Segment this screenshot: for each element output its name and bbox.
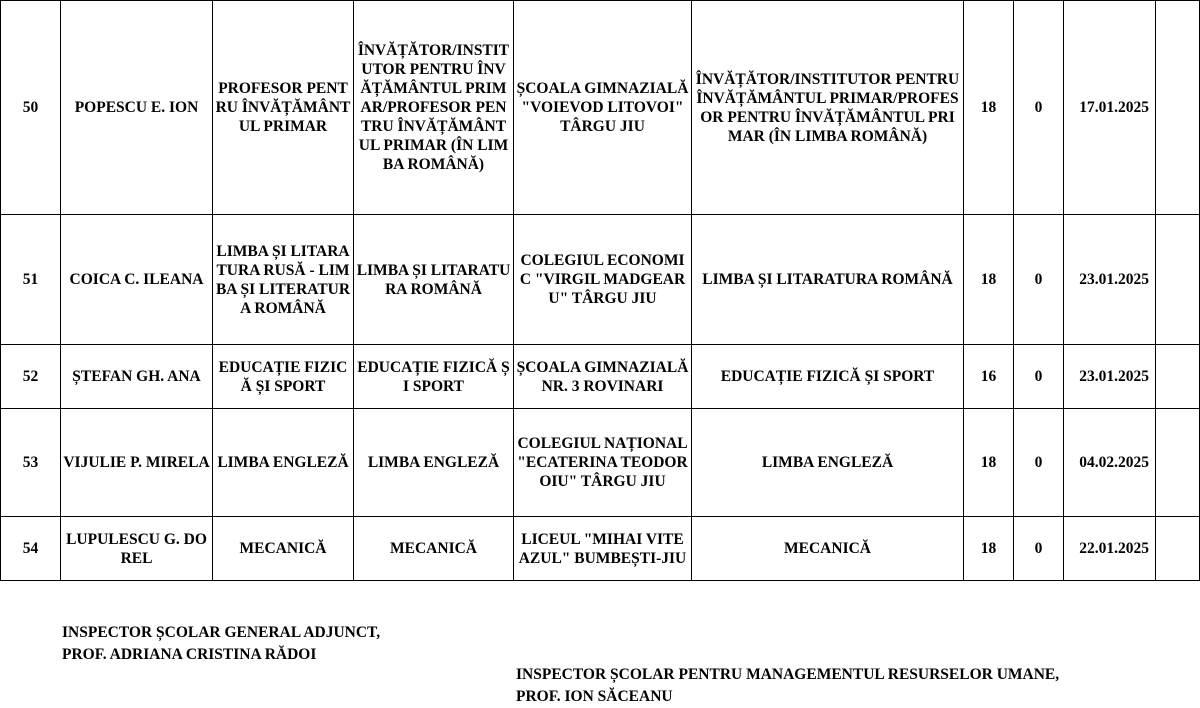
school-unit: COLEGIUL NAȚIONAL "ECATERINA TEODOROIU" TÂRGU JIU (514, 409, 692, 517)
hours: 18 (964, 1, 1014, 215)
position: LIMBA ȘI LITARATURA ROMÂNĂ (354, 215, 514, 345)
extra-cell (1156, 1, 1200, 215)
hours-secondary: 0 (1014, 1, 1064, 215)
position: MECANICĂ (354, 517, 514, 581)
signature-left-title: INSPECTOR ȘCOLAR GENERAL ADJUNCT, (62, 624, 381, 641)
signature-right-name: PROF. ION SĂCEANU (516, 688, 673, 705)
school-unit: ȘCOALA GIMNAZIALĂ NR. 3 ROVINARI (514, 345, 692, 409)
position: LIMBA ENGLEZĂ (354, 409, 514, 517)
row-number: 52 (1, 345, 61, 409)
date: 17.01.2025 (1064, 1, 1156, 215)
table-row (1, 1, 1200, 215)
row-number: 51 (1, 215, 61, 345)
teacher-name: COICA C. ILEANA (61, 215, 213, 345)
table-row (1, 517, 1200, 581)
signature-block-left (62, 622, 380, 666)
table-row (1, 215, 1200, 345)
hours: 18 (964, 215, 1014, 345)
teacher-name: LUPULESCU G. DOREL (61, 517, 213, 581)
row-number: 50 (1, 1, 61, 215)
specialization: LIMBA ȘI LITARATURA RUSĂ - LIMBA ȘI LITERATURA ROMÂNĂ (213, 215, 354, 345)
hours-secondary: 0 (1014, 215, 1064, 345)
school-unit: LICEUL "MIHAI VITEAZUL" BUMBEȘTI-JIU (514, 517, 692, 581)
signature-left-name: PROF. ADRIANA CRISTINA RĂDOI (62, 646, 317, 663)
date: 23.01.2025 (1064, 215, 1156, 345)
extra-cell (1156, 345, 1200, 409)
school-unit: ȘCOALA GIMNAZIALĂ "VOIEVOD LITOVOI" TÂRGU JIU (514, 1, 692, 215)
extra-cell (1156, 215, 1200, 345)
discipline: MECANICĂ (692, 517, 964, 581)
position: EDUCAȚIE FIZICĂ ȘI SPORT (354, 345, 514, 409)
date: 23.01.2025 (1064, 345, 1156, 409)
teacher-name: VIJULIE P. MIRELA (61, 409, 213, 517)
row-number: 53 (1, 409, 61, 517)
table-row (1, 345, 1200, 409)
hours-secondary: 0 (1014, 517, 1064, 581)
row-number: 54 (1, 517, 61, 581)
hours-secondary: 0 (1014, 409, 1064, 517)
discipline: EDUCAȚIE FIZICĂ ȘI SPORT (692, 345, 964, 409)
hours: 18 (964, 409, 1014, 517)
hours-secondary: 0 (1014, 345, 1064, 409)
teacher-name: POPESCU E. ION (61, 1, 213, 215)
specialization: EDUCAȚIE FIZICĂ ȘI SPORT (213, 345, 354, 409)
position: ÎNVĂȚĂTOR/INSTITUTOR PENTRU ÎNVĂȚĂMÂNTUL PRIMAR/PROFESOR PENTRU ÎNVĂȚĂMÂNTUL PRIMAR (ÎN LIMBA ROMÂNĂ) (354, 1, 514, 215)
signature-block-right (516, 664, 1059, 708)
table-row (1, 409, 1200, 517)
discipline: LIMBA ENGLEZĂ (692, 409, 964, 517)
specialization: LIMBA ENGLEZĂ (213, 409, 354, 517)
school-unit: COLEGIUL ECONOMIC "VIRGIL MADGEARU" TÂRGU JIU (514, 215, 692, 345)
specialization: PROFESOR PENTRU ÎNVĂȚĂMÂNTUL PRIMAR (213, 1, 354, 215)
signature-right-title: INSPECTOR ȘCOLAR PENTRU MANAGEMENTUL RESURSELOR UMANE, (516, 666, 1060, 683)
specialization: MECANICĂ (213, 517, 354, 581)
discipline: LIMBA ȘI LITARATURA ROMÂNĂ (692, 215, 964, 345)
hours: 18 (964, 517, 1014, 581)
extra-cell (1156, 517, 1200, 581)
date: 04.02.2025 (1064, 409, 1156, 517)
extra-cell (1156, 409, 1200, 517)
date: 22.01.2025 (1064, 517, 1156, 581)
teacher-name: ȘTEFAN GH. ANA (61, 345, 213, 409)
discipline: ÎNVĂȚĂTOR/INSTITUTOR PENTRU ÎNVĂȚĂMÂNTUL PRIMAR/PROFESOR PENTRU ÎNVĂȚĂMÂNTUL PRIMAR (ÎN LIMBA ROMÂNĂ) (692, 1, 964, 215)
hours: 16 (964, 345, 1014, 409)
